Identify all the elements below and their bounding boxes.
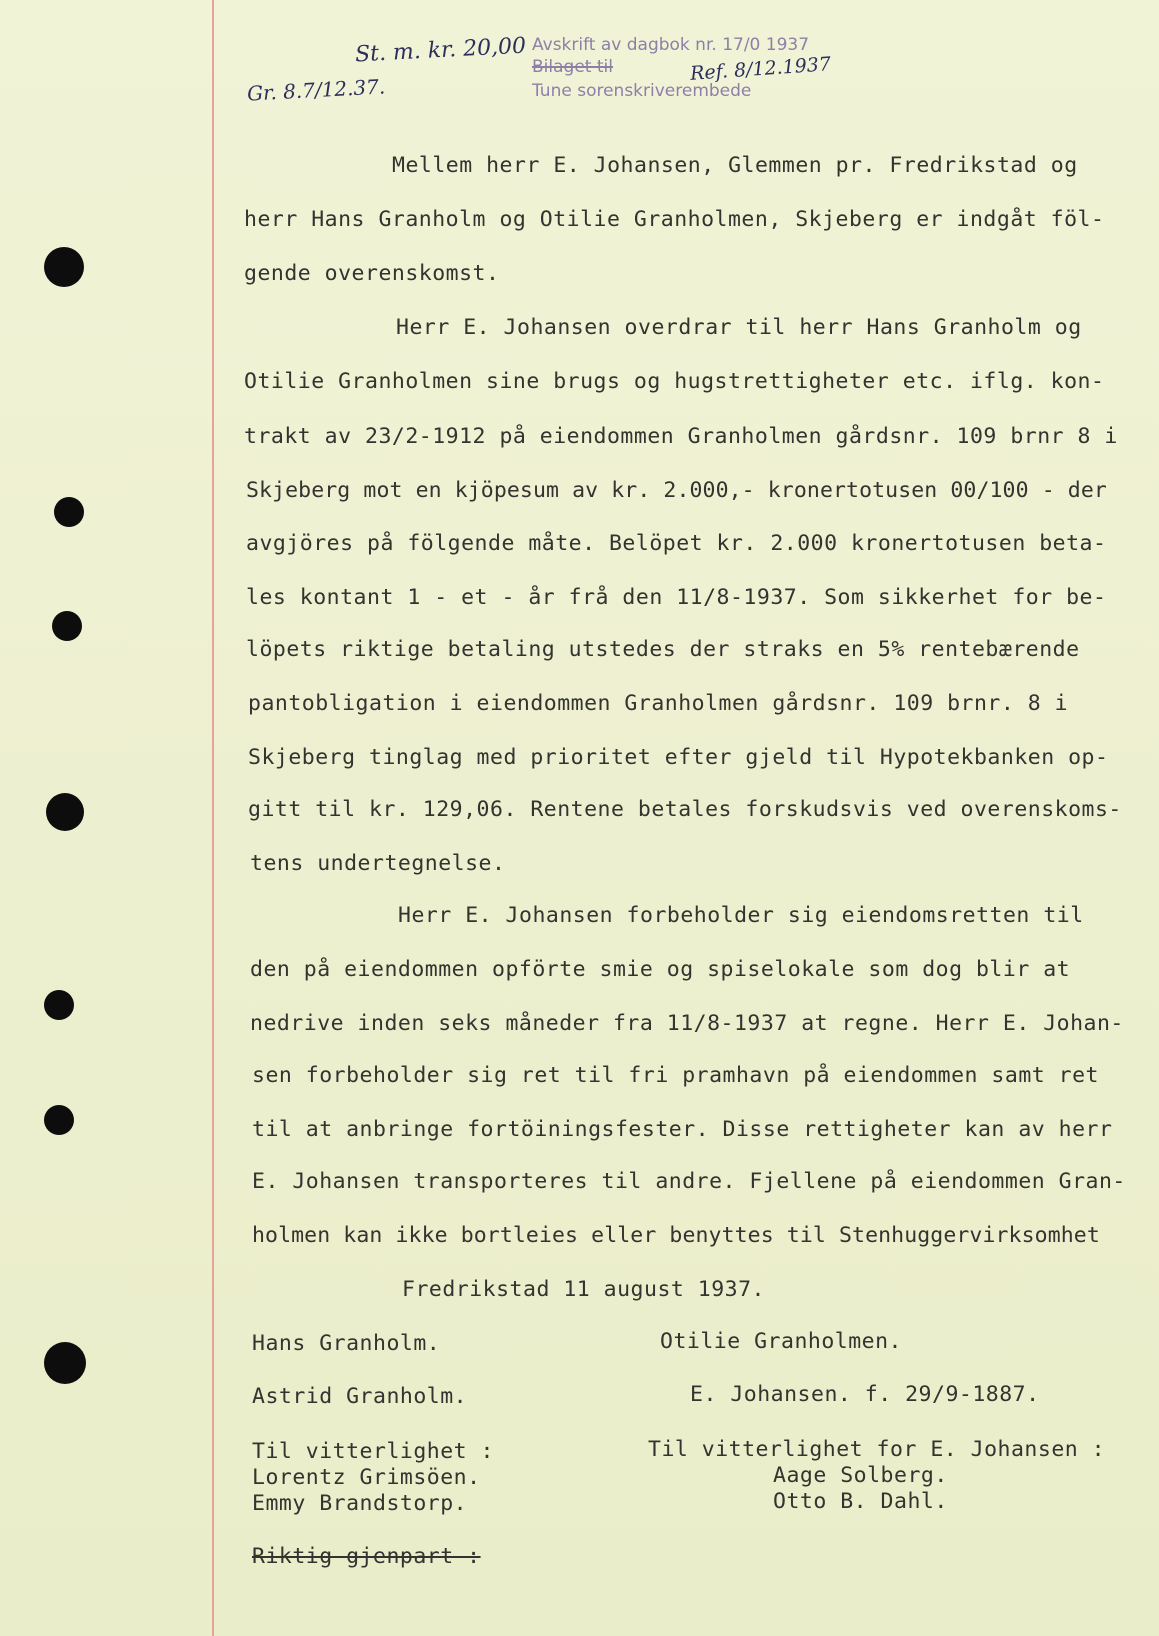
stamp-line-1: Avskrift av dagbok nr. 17/0 1937 (532, 35, 810, 55)
body-line: tens undertegnelse. (250, 851, 506, 876)
margin-rule (212, 0, 214, 1636)
witness-right-heading: Til vitterlighet for E. Johansen : (648, 1437, 1106, 1462)
punch-hole (52, 611, 82, 641)
place-date: Fredrikstad 11 august 1937. (402, 1277, 765, 1302)
body-line: herr Hans Granholm og Otilie Granholmen, Skjeberg er indgåt föl- (244, 207, 1105, 232)
witness-left-heading: Til vitterlighet : (252, 1439, 494, 1464)
body-line: Herr E. Johansen forbeholder sig eiendomsretten til (398, 903, 1084, 928)
signature-otilie-granholmen: Otilie Granholmen. (660, 1329, 902, 1354)
body-line: pantobligation i eiendommen Granholmen gårdsnr. 109 brnr. 8 i (248, 691, 1069, 716)
body-line: holmen kan ikke bortleies eller benyttes til Stenhuggervirksomhet (252, 1223, 1100, 1248)
handwritten-stamp-fee: St. m. kr. 20,00 (354, 33, 527, 68)
body-line: löpets riktige betaling utstedes der straks en 5% rentebærende (246, 637, 1080, 662)
stamp-line-3: Tune sorenskriverembede (532, 81, 752, 101)
body-line: Mellem herr E. Johansen, Glemmen pr. Fredrikstad og (392, 153, 1078, 178)
body-line: trakt av 23/2-1912 på eiendommen Granholmen gårdsnr. 109 brnr 8 i (244, 424, 1118, 449)
body-line: Herr E. Johansen overdrar til herr Hans Granholm og (396, 315, 1082, 340)
body-line: Otilie Granholmen sine brugs og hugstrettigheter etc. iflg. kon- (244, 369, 1105, 394)
signature-e-johansen: E. Johansen. f. 29/9-1887. (690, 1382, 1040, 1407)
stamp-line-2: Bilaget til (532, 57, 613, 77)
body-line: gende overenskomst. (244, 261, 500, 286)
body-line: E. Johansen transporteres til andre. Fjellene på eiendommen Gran- (252, 1169, 1126, 1194)
body-line: Skjeberg tinglag med prioritet efter gjeld til Hypotekbanken op- (248, 745, 1109, 770)
body-line: Skjeberg mot en kjöpesum av kr. 2.000,- kronertotusen 00/100 - der (246, 478, 1107, 503)
signature-astrid-granholm: Astrid Granholm. (252, 1384, 468, 1409)
body-line: til at anbringe fortöiningsfester. Disse rettigheter kan av herr (252, 1117, 1113, 1142)
punch-hole (46, 793, 84, 831)
body-line: avgjöres på fölgende måte. Belöpet kr. 2.000 kronertotusen beta- (246, 531, 1107, 556)
punch-hole (44, 1105, 74, 1135)
certified-copy-line: Riktig gjenpart : (252, 1544, 481, 1569)
punch-hole (44, 247, 84, 287)
punch-hole (44, 1342, 86, 1384)
witness-left-name: Emmy Brandstorp. (252, 1491, 468, 1516)
punch-hole (54, 497, 84, 527)
witness-left-name: Lorentz Grimsöen. (252, 1465, 481, 1490)
body-line: les kontant 1 - et - år frå den 11/8-1937. Som sikkerhet for be- (246, 585, 1107, 610)
body-line: den på eiendommen opförte smie og spiselokale som dog blir at (250, 957, 1071, 982)
body-line: sen forbeholder sig ret til fri pramhavn på eiendommen samt ret (252, 1063, 1099, 1088)
witness-right-name: Otto B. Dahl. (773, 1489, 948, 1514)
signature-hans-granholm: Hans Granholm. (252, 1331, 441, 1356)
body-line: gitt til kr. 129,06. Rentene betales forskudsvis ved overenskoms- (248, 797, 1122, 822)
witness-right-name: Aage Solberg. (773, 1463, 948, 1488)
handwritten-registration: Gr. 8.7/12.37. (246, 74, 386, 106)
body-line: nedrive inden seks måneder fra 11/8-1937 at regne. Herr E. Johan- (250, 1011, 1124, 1036)
handwritten-reference: Ref. 8/12.1937 (689, 53, 832, 85)
punch-hole (44, 990, 74, 1020)
